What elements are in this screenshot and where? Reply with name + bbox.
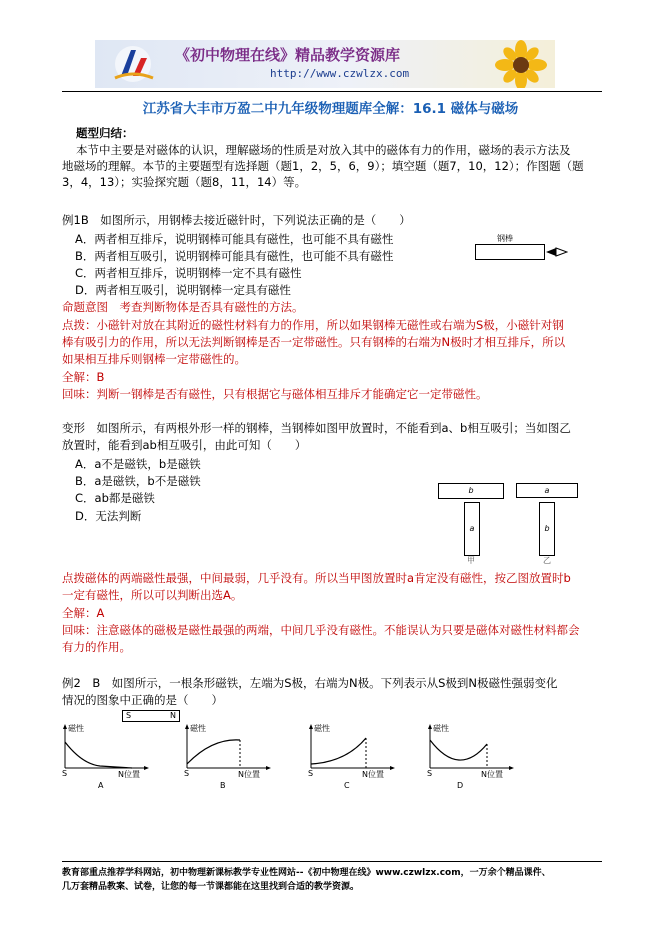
example1-review: 回味：判断一钢棒是否有磁性，只有根据它与磁体相互排斥才能确定它一定带磁性。 xyxy=(62,387,488,401)
graph-c-letter: C xyxy=(344,781,350,790)
variant-point-line: 点拨磁体的两端磁性最强，中间最弱，几乎没有。所以当甲图放置时a肯定没有磁性，按乙图放置时b xyxy=(62,571,571,585)
example1-option-b: B．两者相互吸引，说明钢棒可能具有磁性，也可能不具有磁性 xyxy=(75,249,394,263)
bar-magnet xyxy=(122,710,180,722)
magnet-n-pole-label: N xyxy=(170,711,176,720)
document-title: 江苏省大丰市万盈二中九年级物理题库全解：16.1 磁体与磁场 xyxy=(142,101,519,117)
header-rule xyxy=(62,91,602,92)
graph-a-xlabel: N位置 xyxy=(118,770,140,779)
variant-stem-line: 变形 如图所示，有两根外形一样的钢棒，当钢棒如图甲放置时，不能看到a、b相互吸引；当如图乙 xyxy=(62,421,571,435)
rod-b-vertical: b xyxy=(539,502,555,556)
graph-c-ylabel: 磁性 xyxy=(314,724,330,733)
variant-review-line: 有力的作用。 xyxy=(62,640,131,654)
graph-c-s-label: S xyxy=(308,769,314,778)
variant-option-d: D．无法判断 xyxy=(75,509,142,523)
rod-b-horizontal: b xyxy=(438,483,504,499)
example1-point-line: 棒有吸引力的作用，所以无法判断钢棒是否一定带磁性。只有钢棒的右端为N极时才相互排斥，所以 xyxy=(62,335,566,349)
example1-option-d: D．两者相互吸引，说明钢棒一定具有磁性 xyxy=(75,283,291,297)
example1-option-c: C．两者相互排斥，说明钢棒一定不具有磁性 xyxy=(75,266,302,280)
graph-b-letter: B xyxy=(220,781,226,790)
steel-rod-figure xyxy=(475,244,545,260)
footer-line: 几万套精品教案、试卷，让您的每一节课都能在这里找到合适的教学资源。 xyxy=(62,882,360,892)
graph-a-ylabel: 磁性 xyxy=(68,724,84,733)
figure-yi-label: 乙 xyxy=(543,556,551,565)
rod-a-vertical: a xyxy=(464,502,480,556)
graph-d-s-label: S xyxy=(427,769,433,778)
footer-text xyxy=(62,866,551,894)
example1-point-line: 如果相互排斥则钢棒一定带磁性的。 xyxy=(62,352,246,366)
rod-a-horizontal: a xyxy=(516,483,578,498)
footer-rule xyxy=(62,861,602,862)
graph-a-s-label: S xyxy=(62,769,68,778)
graph-c-xlabel: N位置 xyxy=(362,770,384,779)
steel-rod-label: 钢棒 xyxy=(497,234,513,243)
intro-line: 3，4，13）；实验探究题（题8，11，14）等。 xyxy=(62,175,307,189)
graph-d-xlabel: N位置 xyxy=(481,770,503,779)
example2-stem-line: 情况的图象中正确的是（ ） xyxy=(62,693,223,707)
graph-c-curve xyxy=(311,738,366,764)
banner-title: 《初中物理在线》精品教学资源库 xyxy=(175,46,401,64)
figure-jia-label: 甲 xyxy=(467,556,475,565)
example1-option-a: A．两者相互排斥，说明钢棒可能具有磁性，也可能不具有磁性 xyxy=(75,232,394,246)
site-logo-icon xyxy=(103,42,163,86)
section-heading: 题型归结： xyxy=(76,126,134,140)
graph-d-letter: D xyxy=(457,781,464,790)
intro-line: 地磁场的理解。本节的主要题型有选择题（题1，2，5，6，9）；填空题（题7，10，12）；作图题（题 xyxy=(62,159,584,173)
graph-b-s-label: S xyxy=(184,769,190,778)
compass-needle-icon xyxy=(546,247,568,257)
variant-option-a: A．a不是磁铁，b是磁铁 xyxy=(75,457,201,471)
variant-answer: 全解：A xyxy=(62,606,105,620)
graph-b-xlabel: N位置 xyxy=(238,770,260,779)
graph-b-ylabel: 磁性 xyxy=(190,724,206,733)
example1-stem: 例1B 如图所示，用钢棒去接近磁针时，下列说法正确的是（ ） xyxy=(62,213,411,227)
variant-point-line: 一定有磁性，所以可以判断出选A。 xyxy=(62,588,243,602)
graph-d-ylabel: 磁性 xyxy=(433,724,449,733)
header-banner xyxy=(95,40,555,88)
example1-answer: 全解：B xyxy=(62,370,105,384)
magnet-s-pole-label: S xyxy=(126,711,132,720)
variant-stem-line: 放置时，能看到ab相互吸引，由此可知（ ） xyxy=(62,438,307,452)
intro-line: 本节中主要是对磁体的认识，理解磁场的性质是对放入其中的磁体有力的作用，磁场的表示方法及 xyxy=(76,143,571,157)
graph-a-letter: A xyxy=(98,781,104,790)
example1-intent: 命题意图 考查判断物体是否具有磁性的方法。 xyxy=(62,300,304,314)
example2-stem-line: 例2 B 如图所示，一根条形磁铁，左端为S极，右端为N极。下列表示从S极到N极磁性强弱变化 xyxy=(62,676,558,690)
variant-option-c: C．ab都是磁铁 xyxy=(75,491,155,505)
variant-option-b: B．a是磁铁，b不是磁铁 xyxy=(75,474,201,488)
variant-review-line: 回味：注意磁体的磁极是磁性最强的两端，中间几乎没有磁性。不能误认为只要是磁体对磁性材料都会 xyxy=(62,623,580,637)
sunflower-icon xyxy=(487,40,555,88)
banner-url: http://www.czwlzx.com xyxy=(270,67,410,80)
example1-point-line: 点拨：小磁针对放在其附近的磁性材料有力的作用，所以如果钢棒无磁性或右端为S极，小磁针对钢 xyxy=(62,318,564,332)
graph-b-curve xyxy=(187,740,240,764)
footer-line: 教育部重点推荐学科网站，初中物理新课标教学专业性网站--《初中物理在线》www.czwlzx.com，一万余个精品课件、 xyxy=(62,868,551,878)
graph-d-curve xyxy=(430,740,487,760)
graph-a-curve xyxy=(65,742,132,768)
